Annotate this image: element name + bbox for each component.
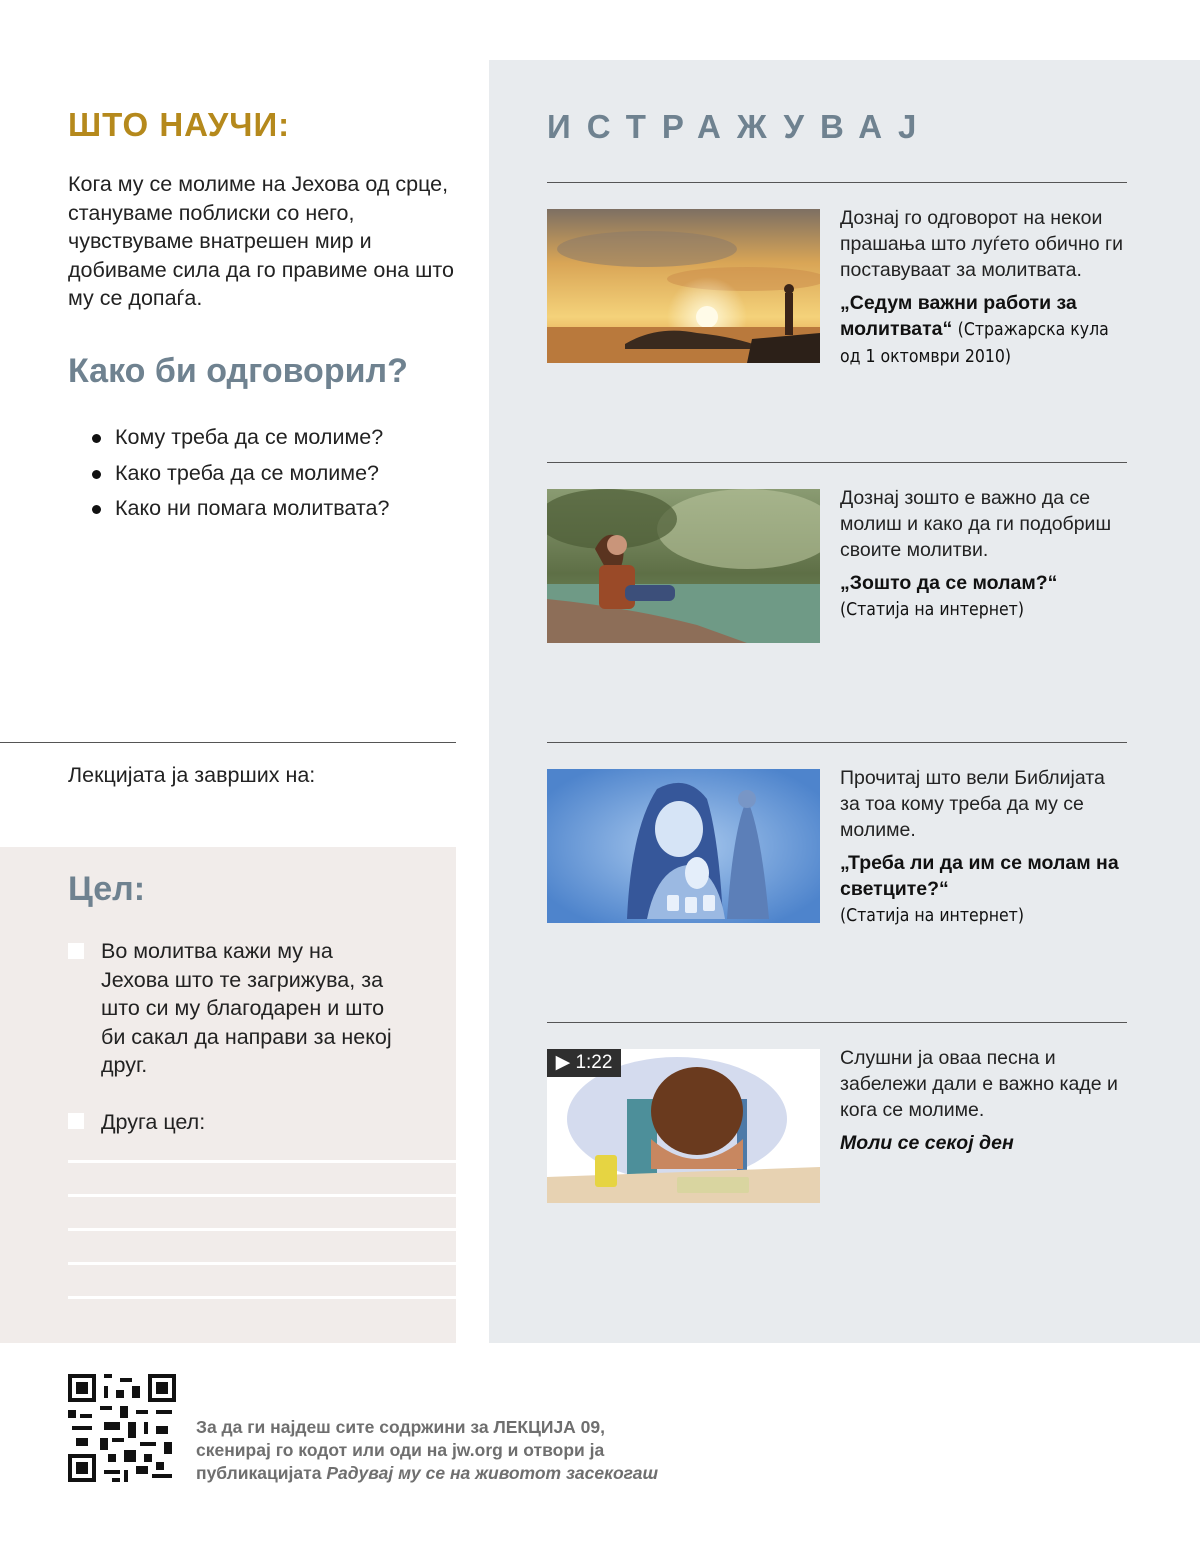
write-line[interactable] <box>68 1262 456 1265</box>
goal-checkbox[interactable] <box>68 943 84 959</box>
bullet-icon <box>92 434 101 443</box>
sunset-thumbnail[interactable] <box>547 209 820 363</box>
write-line[interactable] <box>68 1296 456 1299</box>
question-text: Како треба да се молиме? <box>115 460 380 485</box>
woman-by-river-thumbnail[interactable] <box>547 489 820 643</box>
divider <box>547 182 1127 183</box>
divider <box>547 1022 1127 1023</box>
article-link[interactable] <box>840 850 1130 929</box>
article-link[interactable] <box>840 290 1130 370</box>
article-source: (Статија на интернет) <box>840 600 1024 620</box>
question-list <box>92 420 389 527</box>
article-title[interactable]: „Зошто да се молам?“ <box>840 572 1058 594</box>
divider <box>547 462 1127 463</box>
footer-line: публикацијата <box>196 1463 327 1483</box>
divider <box>0 742 456 743</box>
list-item <box>92 456 389 492</box>
item-description: Дознај го одговорот на некои прашања што луѓето обично ги поставуваат за молитвата. <box>840 207 1123 281</box>
bullet-icon <box>92 505 101 514</box>
video-duration-badge: ▶ 1:22 <box>547 1049 621 1077</box>
footer-line: За да ги најдеш сите содржини за ЛЕКЦИЈА 09, <box>196 1417 606 1437</box>
footer-instructions <box>196 1416 696 1485</box>
article-title[interactable]: „Седум важни работи за молитвата“ <box>840 292 1077 340</box>
learn-summary: Кога му се молиме на Јехова од срце, стануваме поблиски со него, чувствуваме внатрешен мир и добиваме сила да го правиме она што му се допаѓа. <box>68 172 454 310</box>
write-line[interactable] <box>68 1228 456 1231</box>
footer-line: скенирај го кодот или оди на jw.org и отвори ја <box>196 1440 605 1460</box>
article-source: (Стражарска кула од 1 октомври 2010) <box>840 320 1109 367</box>
other-goal-checkbox[interactable] <box>68 1113 84 1129</box>
divider <box>547 742 1127 743</box>
other-goal-label: Друга цел: <box>101 1110 206 1134</box>
question-text: Како ни помага молитвата? <box>115 496 390 520</box>
explore-title: ИСТРАЖУВАЈ <box>547 108 933 145</box>
publication-title[interactable]: Радувај му се на животот засекогаш <box>326 1463 659 1483</box>
list-item <box>92 491 389 527</box>
article-title[interactable]: „Треба ли да им се молам на светците?“ <box>840 852 1119 900</box>
woman-praying-thumbnail[interactable] <box>547 769 820 923</box>
article-link[interactable] <box>840 570 1130 623</box>
completed-label: Лекцијата ја заврших на: <box>68 763 316 787</box>
learn-title: ШТО НАУЧИ: <box>68 106 291 143</box>
answer-title: Како би одговорил? <box>68 352 408 390</box>
qr-code-icon[interactable] <box>68 1374 176 1482</box>
article-source: (Статија на интернет) <box>840 906 1024 926</box>
goal-text: Во молитва кажи му на Јехова што те загрижува, за што си му благодарен и што би сакал да направи за некој друг. <box>101 939 392 1077</box>
write-line[interactable] <box>68 1194 456 1197</box>
item-description: Прочитај што вели Библијата за тоа кому треба да му се молиме. <box>840 767 1105 841</box>
item-description: Слушни ја оваа песна и забележи дали е важно каде и кога се молиме. <box>840 1047 1118 1121</box>
write-line[interactable] <box>68 1160 456 1163</box>
goal-box <box>0 847 456 1343</box>
question-text: Кому треба да се молиме? <box>115 425 384 449</box>
item-description: Дознај зошто е важно да се молиш и како да ги подобриш своите молитви. <box>840 487 1112 561</box>
video-link[interactable] <box>840 1130 1130 1156</box>
video-title[interactable]: Моли се секој ден <box>840 1132 1014 1154</box>
list-item <box>92 420 389 456</box>
goal-title: Цел: <box>68 870 146 908</box>
bullet-icon <box>92 470 101 479</box>
